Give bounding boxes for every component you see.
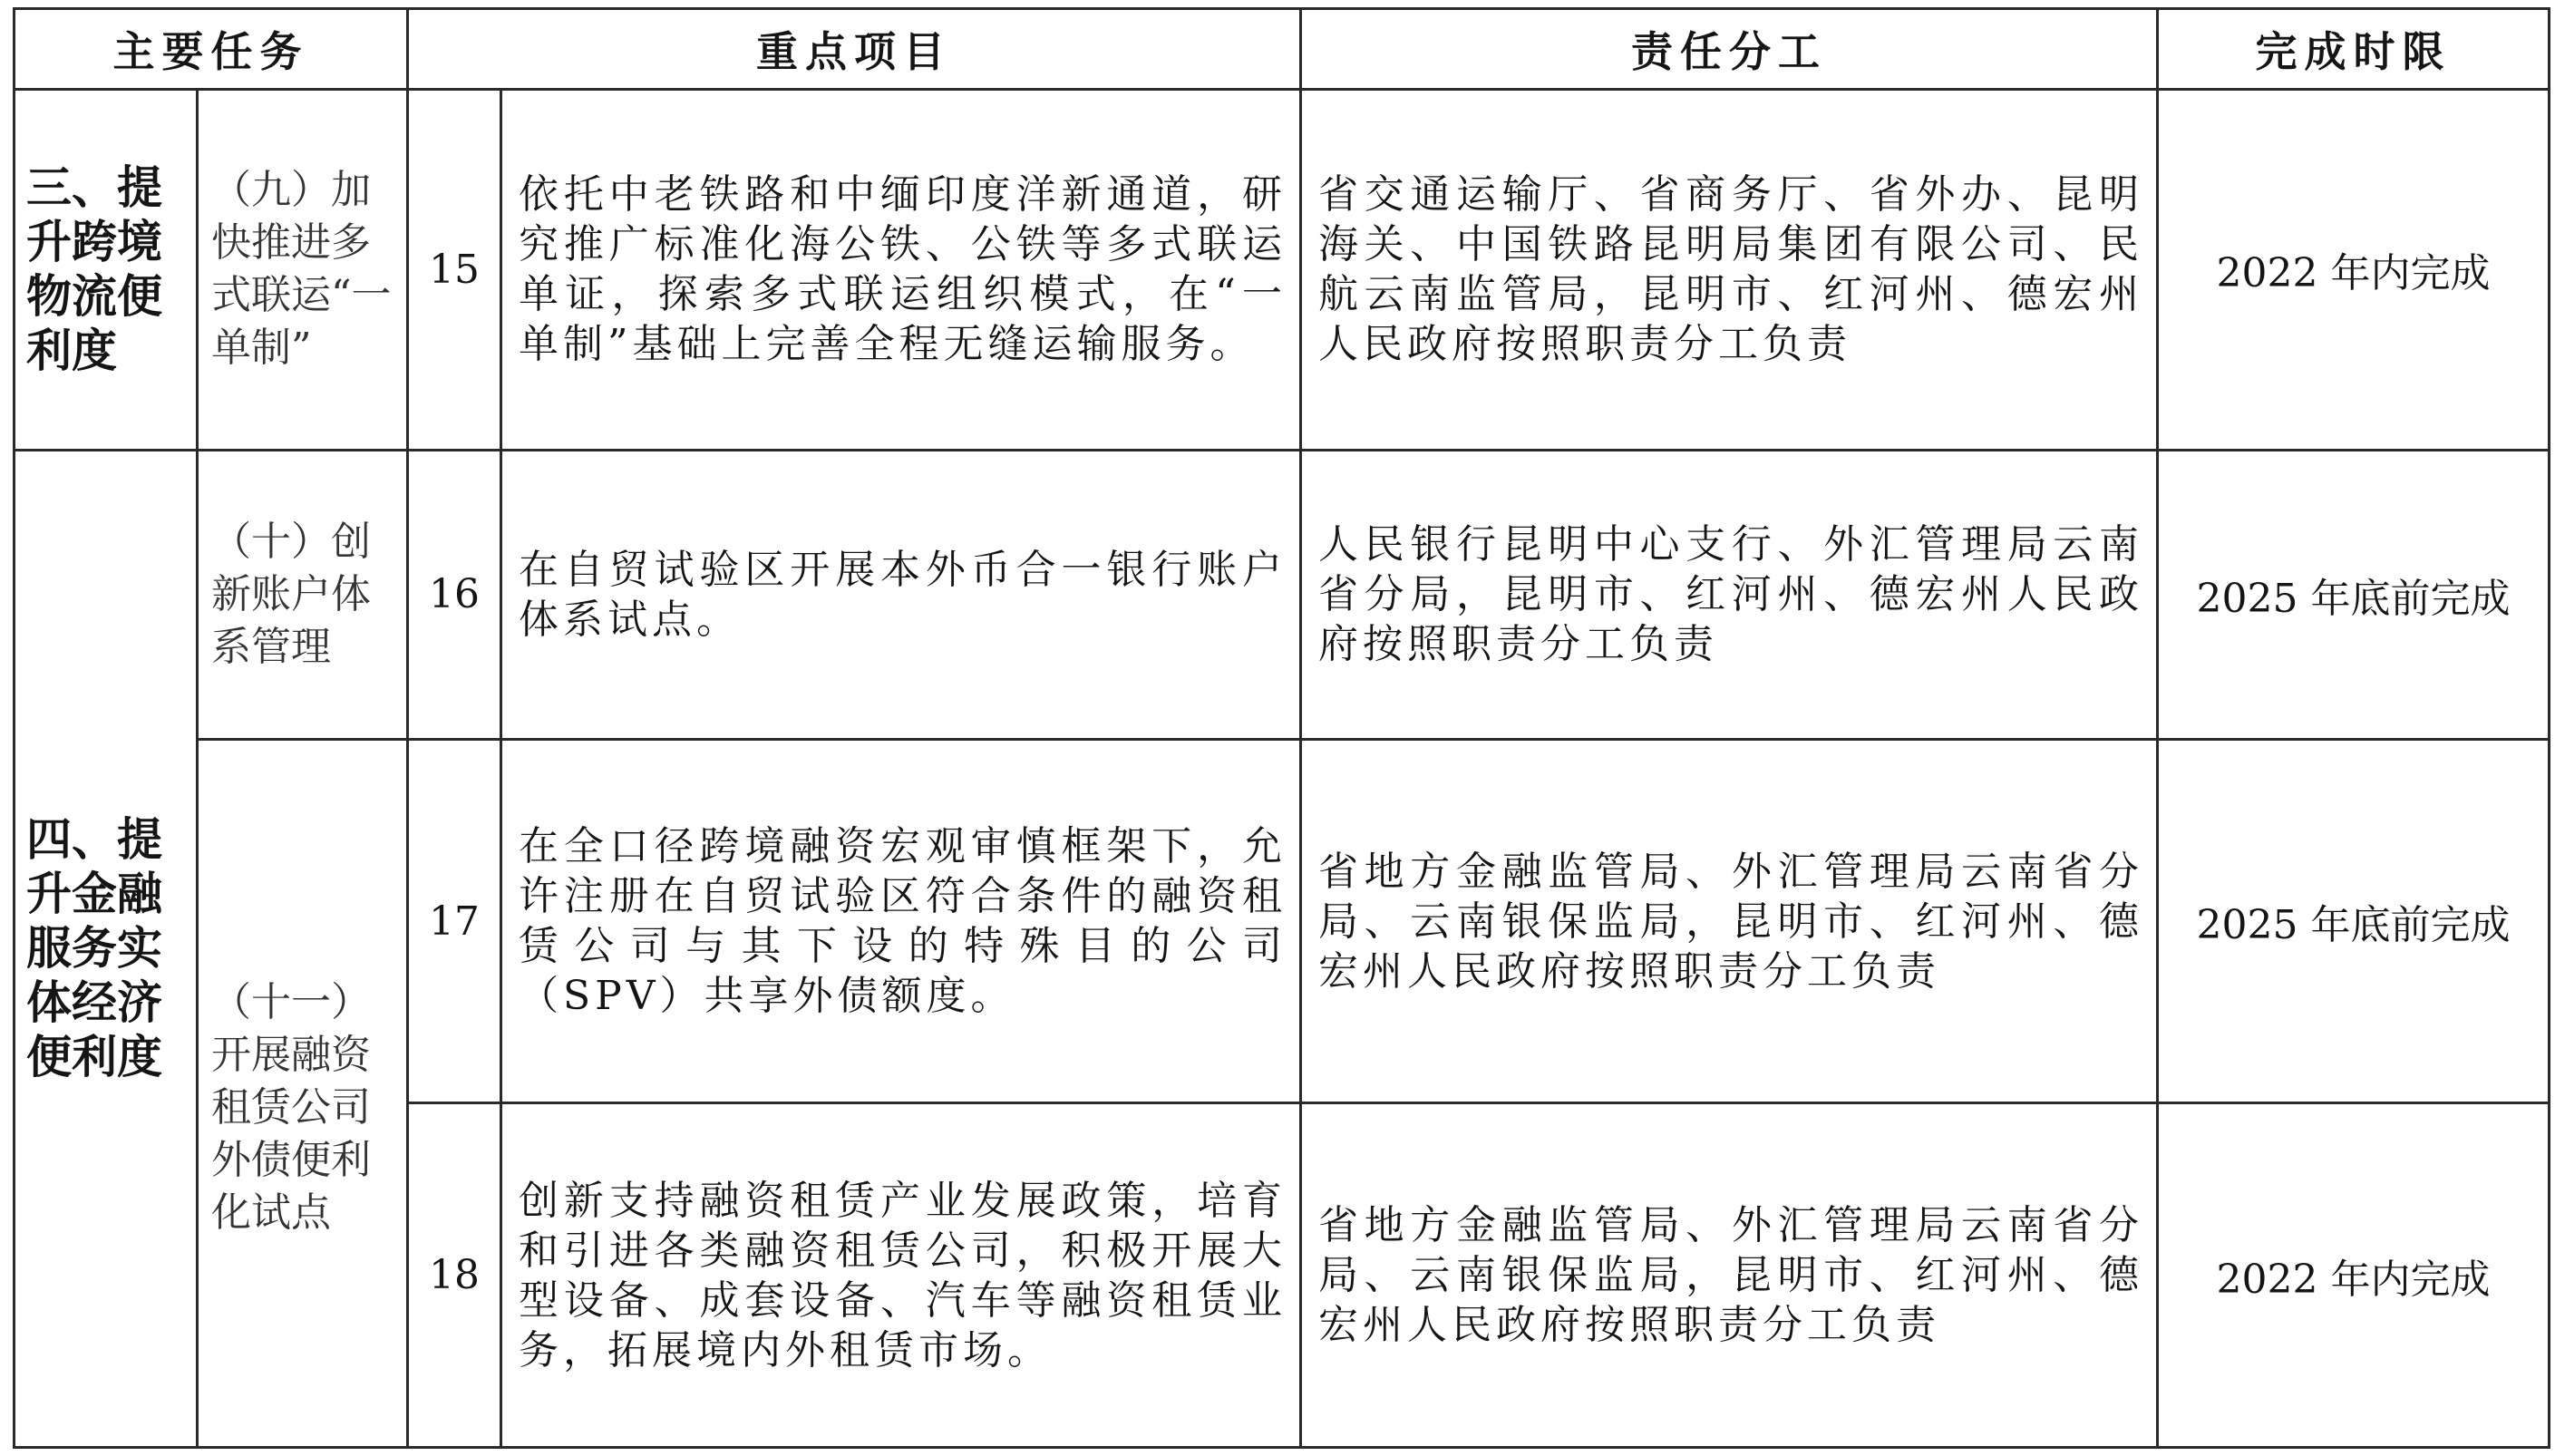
responsibility-cell: 人民银行昆明中心支行、外汇管理局云南省分局，昆明市、红河州、德宏州人民政府按照职责分工负责 [1301, 450, 2158, 739]
deadline-cell: 2025 年底前完成 [2158, 450, 2550, 739]
project-cell: 依托中老铁路和中缅印度洋新通道，研究推广标准化海公铁、公铁等多式联运单证，探索多式联运组织模式，在“一单制”基础上完善全程无缝运输服务。 [501, 90, 1301, 451]
sub-task-cell: （十一）开展融资租赁公司外债便利化试点 [198, 739, 408, 1447]
header-key-project: 重点项目 [408, 9, 1301, 90]
item-number: 15 [408, 90, 501, 451]
sub-task-cell: （十）创新账户体系管理 [198, 450, 408, 739]
deadline-cell: 2025 年底前完成 [2158, 739, 2550, 1103]
item-number: 16 [408, 450, 501, 739]
responsibility-cell: 省地方金融监管局、外汇管理局云南省分局、云南银保监局，昆明市、红河州、德宏州人民政府按照职责分工负责 [1301, 1103, 2158, 1448]
header-main-task: 主要任务 [15, 9, 408, 90]
responsibility-cell: 省地方金融监管局、外汇管理局云南省分局、云南银保监局，昆明市、红河州、德宏州人民政府按照职责分工负责 [1301, 739, 2158, 1103]
item-number: 17 [408, 739, 501, 1103]
task-table [13, 7, 2550, 1449]
header-deadline: 完成时限 [2158, 9, 2550, 90]
project-cell: 创新支持融资租赁产业发展政策，培育和引进各类融资租赁公司，积极开展大型设备、成套设备、汽车等融资租赁业务，拓展境内外租赁市场。 [501, 1103, 1301, 1448]
table-row [15, 739, 2550, 1103]
main-task-cell: 四、提升金融服务实体经济便利度 [15, 450, 198, 1447]
main-task-cell: 三、提升跨境物流便利度 [15, 90, 198, 451]
deadline-cell: 2022 年内完成 [2158, 90, 2550, 451]
sub-task-cell: （九）加快推进多式联运“一单制” [198, 90, 408, 451]
deadline-cell: 2022 年内完成 [2158, 1103, 2550, 1448]
responsibility-cell: 省交通运输厅、省商务厅、省外办、昆明海关、中国铁路昆明局集团有限公司、民航云南监管局，昆明市、红河州、德宏州人民政府按照职责分工负责 [1301, 90, 2158, 451]
table-row [15, 90, 2550, 451]
header-responsibility: 责任分工 [1301, 9, 2158, 90]
project-cell: 在自贸试验区开展本外币合一银行账户体系试点。 [501, 450, 1301, 739]
item-number: 18 [408, 1103, 501, 1448]
project-cell: 在全口径跨境融资宏观审慎框架下，允许注册在自贸试验区符合条件的融资租赁公司与其下设的特殊目的公司（SPV）共享外债额度。 [501, 739, 1301, 1103]
header-row [15, 9, 2550, 90]
table-row [15, 450, 2550, 739]
